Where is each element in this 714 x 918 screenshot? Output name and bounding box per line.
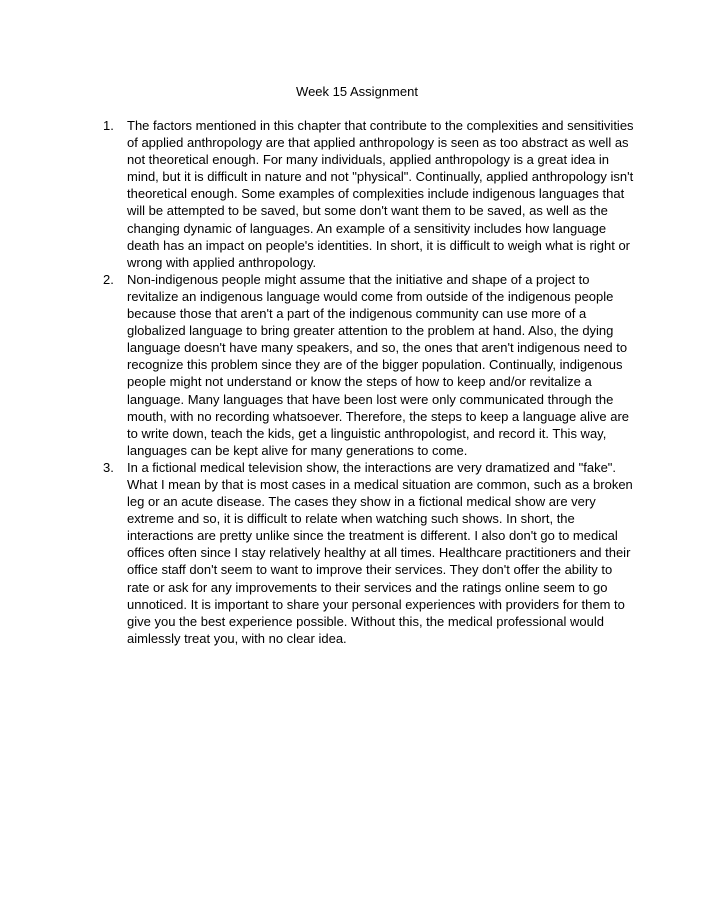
list-item bbox=[103, 459, 638, 647]
list-item-text: In a fictional medical television show, the interactions are very dramatized and "fake". What I mean by that is most cases in a medical situation are common, such as a broken leg or an acute disease. The cases they show in a fictional medical show are very extreme and so, it is difficult to relate when watching such shows. In short, the interactions are pretty unlike since the treatment is different. I also don't go to medical offices often since I stay relatively healthy at all times. Healthcare practitioners and their office staff don't seem to want to improve their services. They don't offer the ability to rate or ask for any improvements to their services and the ratings online seem to go unnoticed. It is important to share your personal experiences with providers for them to give you the best experience possible. Without this, the medical professional would aimlessly treat you, with no clear idea. bbox=[127, 459, 633, 646]
assignment-list bbox=[103, 117, 638, 647]
list-item-number: 1. bbox=[103, 118, 114, 133]
list-item bbox=[103, 117, 638, 271]
list-item bbox=[103, 271, 638, 459]
list-item-number: 2. bbox=[103, 271, 114, 287]
list-item-number: 3. bbox=[103, 459, 114, 475]
list-item-text: Non-indigenous people might assume that the initiative and shape of a project to revitalize an indigenous language would come from outside of the indigenous people because those that aren't a part of the indigenous community can use more of a globalized language to bring greater attention to the problem at hand. Also, the dying language doesn't have many speakers, and so, the ones that aren't indigenous need to recognize this problem since they are of the bigger population. Continually, indigenous people might not understand or know the steps of how to keep and/or revitalize a language. Many languages that have been lost were only communicated through the mouth, with no recording whatsoever. Therefore, the steps to keep a language alive are to write down, teach the kids, get a linguistic anthropologist, and record it. This way, languages can be kept alive for many generations to come. bbox=[127, 271, 630, 458]
list-item-text: The factors mentioned in this chapter that contribute to the complexities and sensitivities of applied anthropology are that applied anthropology is seen as too abstract as well as not theoretical enough. For many individuals, applied anthropology is a great idea in mind, but it is difficult in nature and not "physical". Continually, applied anthropology isn't theoretical enough. Some examples of complexities include indigenous languages that will be attempted to be saved, but some don't want them to be saved, as well as the changing dynamic of languages. An example of a sensitivity includes how language death has an impact on people's identities. In short, it is difficult to weigh what is right or wrong with applied anthropology. bbox=[127, 118, 634, 270]
page-title: Week 15 Assignment bbox=[296, 84, 418, 99]
